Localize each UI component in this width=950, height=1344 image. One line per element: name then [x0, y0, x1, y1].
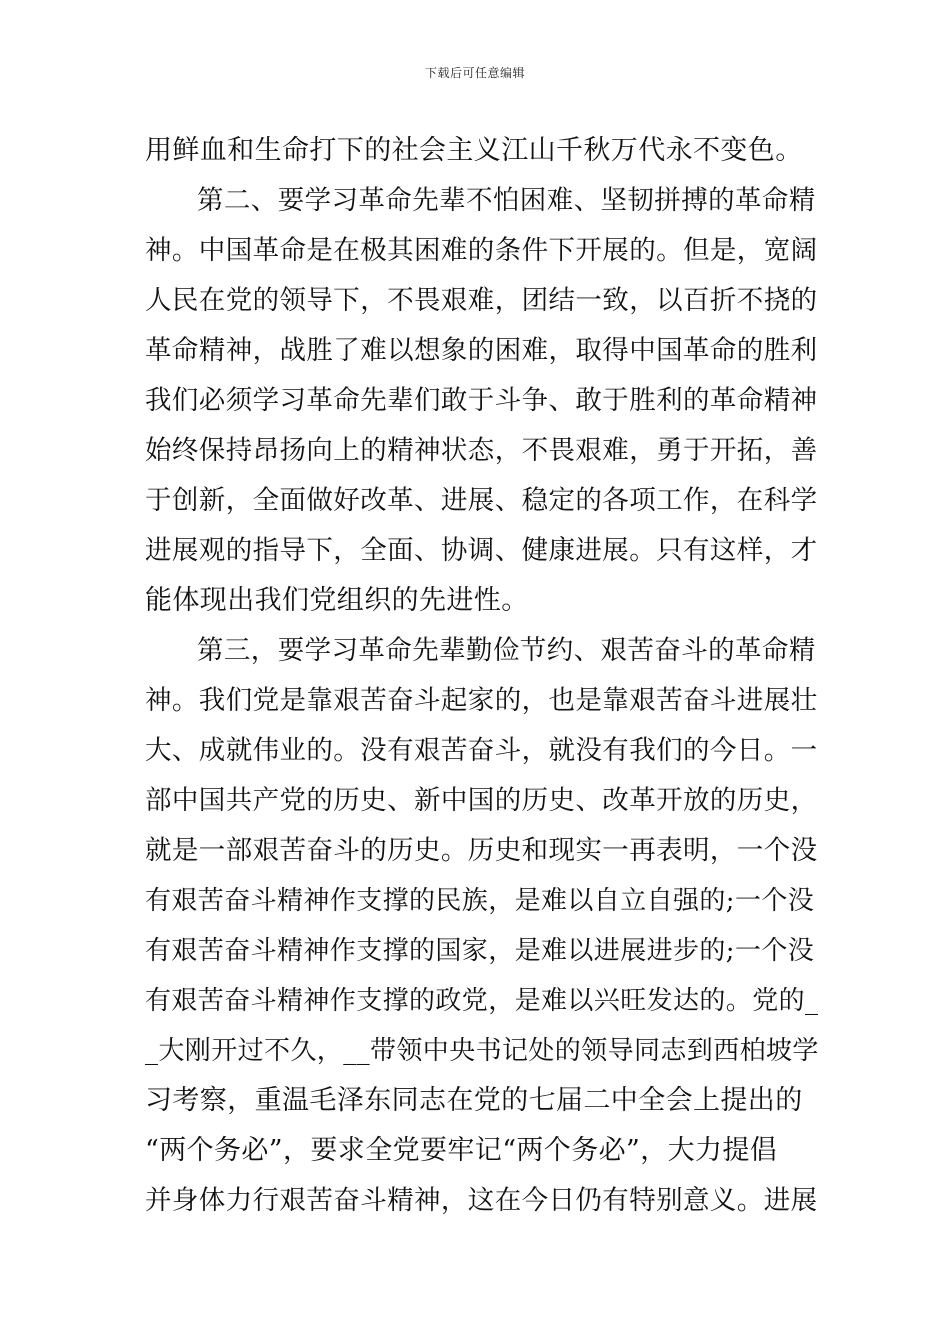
text-line: 神。我们党是靠艰苦奋斗起家的，也是靠艰苦奋斗进展壮	[145, 685, 818, 716]
text-line: 进展观的指导下，全面、协调、健康进展。只有这样，才	[145, 535, 818, 566]
text-line: 于创新，全面做好改革、进展、稳定的各项工作，在科学	[145, 485, 818, 516]
text-line: “两个务必”，要求全党要牢记“两个务必”，大力提倡	[145, 1135, 778, 1166]
text-line: 第二、要学习革命先辈不怕困难、坚韧拼搏的革命精	[197, 185, 816, 216]
document-body	[145, 126, 825, 1226]
text-line: 大、成就伟业的。没有艰苦奋斗，就没有我们的今日。一	[145, 735, 818, 766]
text-line: 部中国共产党的历史、新中国的历史、改革开放的历史，	[145, 785, 818, 816]
text-line: 用鲜血和生命打下的社会主义江山千秋万代永不变色。	[145, 135, 803, 166]
text-line: 有艰苦奋斗精神作支撑的政党，是难以兴旺发达的。党的_	[145, 986, 819, 1016]
text-line: 革命精神，战胜了难以想象的困难，取得中国革命的胜利	[145, 335, 818, 366]
text-line: 就是一部艰苦奋斗的历史。历史和现实一再表明，一个没	[145, 835, 818, 866]
text-line: 并身体力行艰苦奋斗精神，这在今日仍有特别意义。进展	[145, 1185, 818, 1216]
text-line: 有艰苦奋斗精神作支撑的国家，是难以进展进步的;一个没	[145, 936, 815, 966]
page-header: 下载后可任意编辑	[424, 66, 525, 80]
text-line: 神。中国革命是在极其困难的条件下开展的。但是，宽阔	[145, 235, 818, 266]
text-line: 有艰苦奋斗精神作支撑的民族，是难以自立自强的;一个没	[145, 886, 815, 916]
text-line: 习考察，重温毛泽东同志在党的七届二中全会上提出的	[145, 1085, 803, 1116]
text-line: 我们必须学习革命先辈们敢于斗争、敢于胜利的革命精神	[145, 385, 818, 416]
text-line: 始终保持昂扬向上的精神状态，不畏艰难，勇于开拓，善	[145, 435, 818, 466]
text-line: 能体现出我们党组织的先进性。	[145, 585, 529, 616]
text-line: 人民在党的领导下，不畏艰难，团结一致，以百折不挠的	[145, 285, 818, 316]
text-line: 第三，要学习革命先辈勤俭节约、艰苦奋斗的革命精	[197, 635, 816, 666]
text-line: _大刚开过不久，__带领中央书记处的领导同志到西柏坡学	[145, 1036, 819, 1066]
